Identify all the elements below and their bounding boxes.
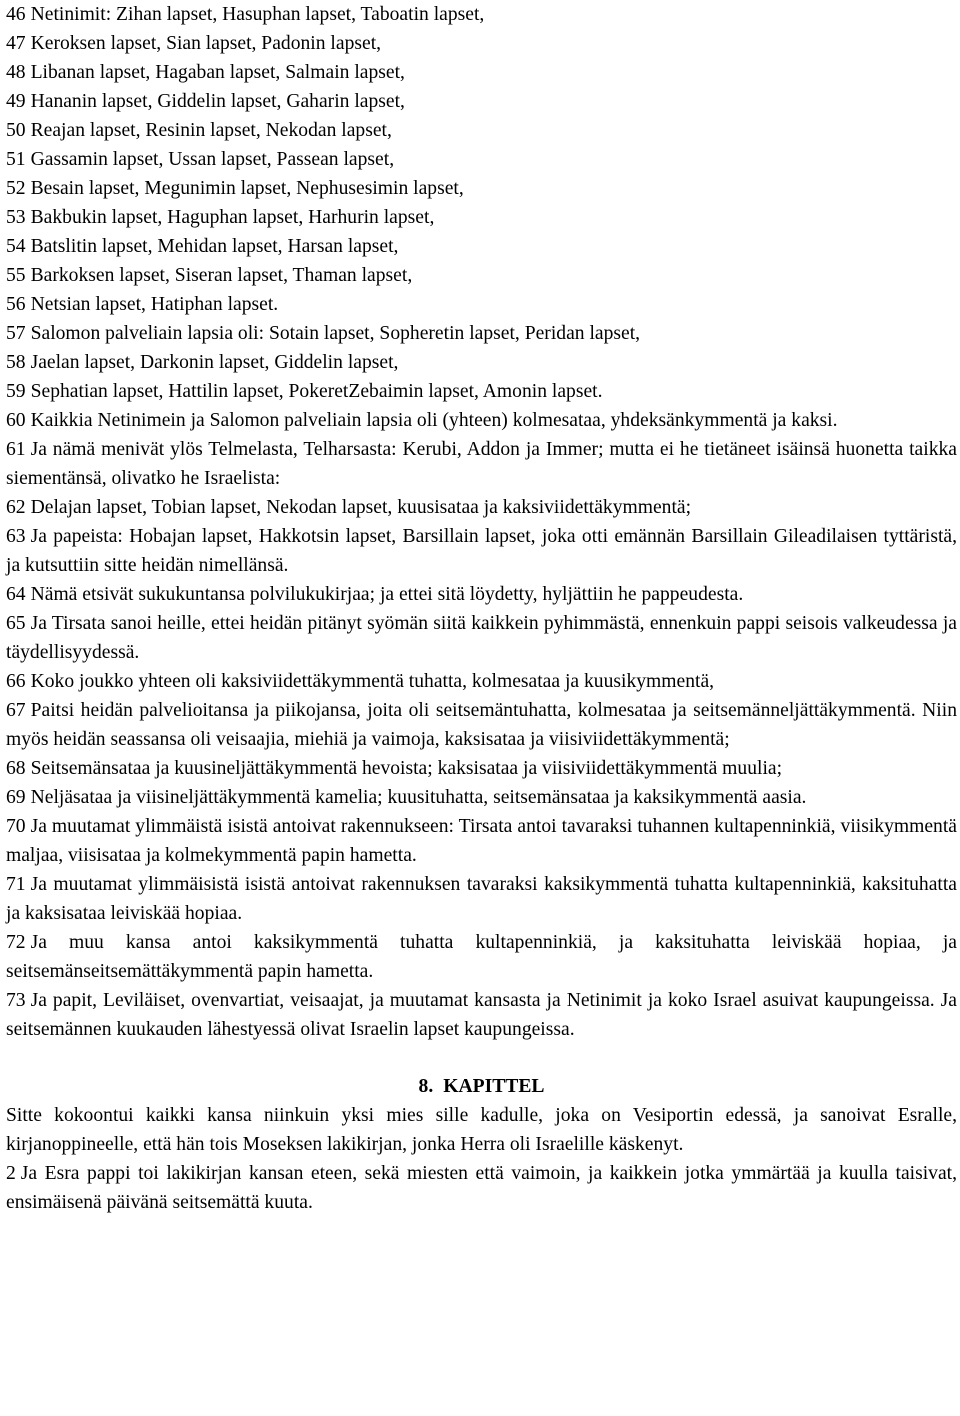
verse-number: 55 (6, 265, 26, 286)
verse-number: 57 (6, 323, 26, 344)
verse-text: Ja Esra pappi toi lakikirjan kansan eteen, sekä miesten että vaimoin, ja kaikkein jotka ymmärtää ja kuulla taisivat, ensimäisenä päivänä seitsemättä kuuta. (6, 1163, 957, 1213)
verse (6, 493, 957, 522)
verse-number: 58 (6, 352, 26, 373)
verse-text: Ja papeista: Hobajan lapset, Hakkotsin lapset, Barsillain lapset, joka otti emännän Barsillain Gileadilaisen tyttäristä, ja kutsuttiin sitte heidän nimellänsä. (6, 526, 957, 576)
verse (6, 406, 957, 435)
verse-text: Barkoksen lapset, Siseran lapset, Thaman lapset, (30, 265, 413, 286)
verse-number: 47 (6, 33, 26, 54)
verse (6, 261, 957, 290)
verse-text: Batslitin lapset, Mehidan lapset, Harsan lapset, (30, 236, 399, 257)
verse (6, 290, 957, 319)
verse (6, 87, 957, 116)
verse-text: Besain lapset, Megunimin lapset, Nephusesimin lapset, (30, 178, 464, 199)
verse (6, 145, 957, 174)
verse-text: Nämä etsivät sukukuntansa polvilukukirjaa; ja ettei sitä löydetty, hyljättiin he pappeudesta. (30, 584, 744, 605)
verse (6, 58, 957, 87)
verse-text: Gassamin lapset, Ussan lapset, Passean lapset, (30, 149, 395, 170)
verse-text: Ja papit, Leviläiset, ovenvartiat, veisaajat, ja muutamat kansasta ja Netinimit ja koko Israel asuivat kaupungeissa. Ja seitsemännen kuukauden lähestyessä olivat Israelin lapset kaupungeissa. (6, 990, 957, 1040)
verse-text: Ja muutamat ylimmäisistä isistä antoivat rakennuksen tavaraksi kaksikymmentä tuhatta kultapenninkiä, kaksituhatta ja kaksisataa leiviskää hopiaa. (6, 874, 957, 924)
verse-text: Paitsi heidän palvelioitansa ja piikojansa, joita oli seitsemäntuhatta, kolmesataa ja seitsemänneljättäkymmentä. Niin myös heidän seassansa oli veisaajia, miehiä ja vaimoja, kaksisataa ja viisiviidettäkymmentä; (6, 700, 957, 750)
verse-number: 67 (6, 700, 26, 721)
verse-number: 66 (6, 671, 26, 692)
verse-list-chapter-7 (6, 0, 957, 1044)
verse-text: Seitsemänsataa ja kuusineljättäkymmentä hevoista; kaksisataa ja viisiviidettäkymmentä muulia; (30, 758, 783, 779)
verse-number: 54 (6, 236, 26, 257)
verse-text: Reajan lapset, Resinin lapset, Nekodan lapset, (30, 120, 392, 141)
verse-text: Ja muutamat ylimmäistä isistä antoivat rakennukseen: Tirsata antoi tavaraksi tuhannen kultapenninkiä, viisikymmentä maljaa, viisisataa ja kolmekymmentä papin hametta. (6, 816, 957, 866)
verse-text: Netsian lapset, Hatiphan lapset. (30, 294, 279, 315)
verse (6, 522, 957, 580)
verse-number: 50 (6, 120, 26, 141)
verse-number: 61 (6, 439, 26, 460)
verse-text: Sitte kokoontui kaikki kansa niinkuin yksi mies sille kadulle, joka on Vesiportin edessä, ja sanoivat Esralle, kirjanoppineelle, että hän tois Moseksen lakikirjan, jonka Herra oli Israelille käskenyt. (6, 1105, 957, 1155)
verse (6, 696, 957, 754)
verse (6, 435, 957, 493)
verse-text: Ja nämä menivät ylös Telmelasta, Telharsasta: Kerubi, Addon ja Immer; mutta ei he tietäneet isäinsä huonetta taikka siementänsä, olivatko he Israelista: (6, 439, 957, 489)
verse-number: 51 (6, 149, 26, 170)
verse-number: 56 (6, 294, 26, 315)
verse (6, 870, 957, 928)
verse-number: 68 (6, 758, 26, 779)
verse-text: Ja muu kansa antoi kaksikymmentä tuhatta kultapenninkiä, ja kaksituhatta leiviskää hopiaa, ja seitsemänseitsemättäkymmentä papin hametta. (6, 932, 957, 982)
verse (6, 203, 957, 232)
verse (6, 580, 957, 609)
verse (6, 667, 957, 696)
verse (6, 986, 957, 1044)
verse-text: Sephatian lapset, Hattilin lapset, PokeretZebaimin lapset, Amonin lapset. (30, 381, 603, 402)
verse (6, 783, 957, 812)
verse-text: Hananin lapset, Giddelin lapset, Gaharin lapset, (30, 91, 405, 112)
verse-number: 62 (6, 497, 26, 518)
verse-text: Libanan lapset, Hagaban lapset, Salmain lapset, (30, 62, 405, 83)
verse (6, 232, 957, 261)
verse-number: 59 (6, 381, 26, 402)
verse-text: Bakbukin lapset, Haguphan lapset, Harhurin lapset, (30, 207, 435, 228)
chapter-number: 8. (418, 1076, 434, 1097)
verse-text: Netinimit: Zihan lapset, Hasuphan lapset, Taboatin lapset, (30, 4, 485, 25)
verse (6, 812, 957, 870)
verse-number: 70 (6, 816, 26, 837)
verse-number: 52 (6, 178, 26, 199)
verse-text: Delajan lapset, Tobian lapset, Nekodan lapset, kuusisataa ja kaksiviidettäkymmentä; (30, 497, 692, 518)
verse-number: 72 (6, 932, 26, 953)
verse-number: 46 (6, 4, 26, 25)
verse (6, 1101, 957, 1159)
verse-list-chapter-8 (6, 1101, 957, 1217)
verse (6, 928, 957, 986)
verse (6, 116, 957, 145)
verse-text: Salomon palveliain lapsia oli: Sotain lapset, Sopheretin lapset, Peridan lapset, (30, 323, 641, 344)
verse (6, 609, 957, 667)
verse-number: 63 (6, 526, 26, 547)
verse (6, 348, 957, 377)
verse-number: 73 (6, 990, 26, 1011)
verse-text: Jaelan lapset, Darkonin lapset, Giddelin lapset, (30, 352, 399, 373)
verse-text: Keroksen lapset, Sian lapset, Padonin lapset, (30, 33, 382, 54)
verse-number: 49 (6, 91, 26, 112)
verse-number: 48 (6, 62, 26, 83)
verse-number: 69 (6, 787, 26, 808)
verse (6, 29, 957, 58)
verse-number: 53 (6, 207, 26, 228)
chapter-heading (6, 1072, 957, 1101)
verse-text: Ja Tirsata sanoi heille, ettei heidän pitänyt syömän siitä kaikkein pyhimmästä, ennenkuin pappi seisois valkeudessa ja täydellisyydessä. (6, 613, 957, 663)
verse-number: 64 (6, 584, 26, 605)
verse-number: 71 (6, 874, 26, 895)
verse-text: Koko joukko yhteen oli kaksiviidettäkymmentä tuhatta, kolmesataa ja kuusikymmentä, (30, 671, 715, 692)
verse (6, 0, 957, 29)
chapter-title: KAPITTEL (443, 1076, 545, 1097)
verse (6, 1159, 957, 1217)
verse-number: 2 (6, 1163, 16, 1184)
verse (6, 174, 957, 203)
verse-number: 65 (6, 613, 26, 634)
verse (6, 377, 957, 406)
verse-text: Kaikkia Netinimein ja Salomon palveliain lapsia oli (yhteen) kolmesataa, yhdeksänkymmentä ja kaksi. (30, 410, 838, 431)
verse (6, 754, 957, 783)
verse (6, 319, 957, 348)
verse-number: 60 (6, 410, 26, 431)
verse-text: Neljäsataa ja viisineljättäkymmentä kamelia; kuusituhatta, seitsemänsataa ja kaksikymmentä aasia. (30, 787, 807, 808)
